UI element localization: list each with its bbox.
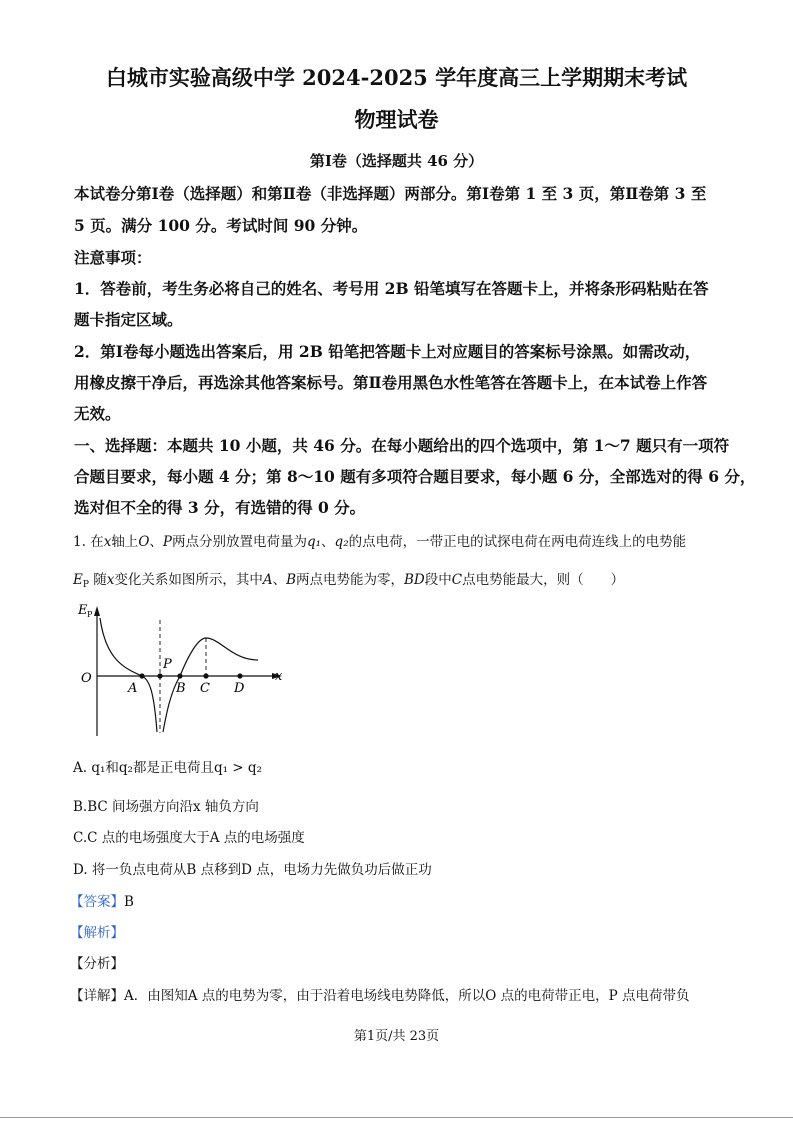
x-axis-label: x — [275, 669, 283, 684]
question-1-line-1: 1. 在x轴上O、P两点分别放置电荷量为q₁、q₂的点电荷，一带正电的试探电荷在两电荷连线上的电势能 — [73, 534, 687, 550]
label-c: C — [200, 681, 210, 696]
page-footer: 第1页/共 23页 — [353, 1029, 440, 1044]
point-a — [139, 673, 144, 678]
analysis-label: 【解析】 — [70, 925, 124, 941]
note-2-line-2: 用橡皮擦干净后，再选涂其他答案标号。第Ⅱ卷用黑色水性笔答在答题卡上，在本试卷上作答 — [74, 373, 708, 392]
fenxi-label: 【分析】 — [70, 956, 124, 972]
bottom-rule — [0, 1117, 793, 1118]
part1-line-2: 合题目要求，每小题 4 分；第 8～10 题有多项符合题目要求，每小题 6 分，全部选对的得 6 分， — [74, 467, 756, 486]
notes-heading: 注意事项： — [74, 248, 152, 267]
part1-line-1: 一、选择题：本题共 10 小题，共 46 分。在每小题给出的四个选项中，第 1～7 题只有一项符 — [74, 436, 730, 455]
answer-value: B — [124, 894, 134, 910]
potential-energy-graph — [70, 598, 290, 743]
y-axis-label: E — [78, 603, 88, 618]
detail-line — [70, 984, 690, 1004]
point-d — [237, 673, 242, 678]
intro-line-1: 本试卷分第Ⅰ卷（选择题）和第Ⅱ卷（非选择题）两部分。第Ⅰ卷第 1 至 3 页，第Ⅱ卷第 3 至 — [74, 184, 707, 203]
note-2-line-1: 2．第Ⅰ卷每小题选出答案后，用 2B 铅笔把答题卡上对应题目的答案标号涂黑。如需改动， — [74, 342, 701, 361]
label-b: B — [176, 681, 186, 696]
option-b: B.BC 间场强方向沿x 轴负方向 — [73, 799, 259, 815]
section-title: 第Ⅰ卷（选择题共 46 分） — [309, 152, 484, 170]
point-c — [203, 673, 208, 678]
y-axis-sub: P — [87, 610, 93, 619]
answer-line — [70, 890, 134, 910]
option-c: C.C 点的电场强度大于A 点的电场强度 — [73, 830, 305, 846]
point-p — [157, 673, 162, 678]
note-1-line-2: 题卡指定区域。 — [74, 310, 183, 329]
curve-left-branch — [100, 618, 157, 732]
note-2-line-3: 无效。 — [74, 404, 121, 423]
label-d: D — [234, 681, 245, 696]
y-axis-arrow — [94, 606, 100, 616]
label-p: P — [163, 657, 172, 672]
option-d: D. 将一负点电荷从B 点移到D 点，电场力先做负功后做正功 — [73, 862, 432, 878]
part1-line-3: 选对但不全的得 3 分，有选错的得 0 分。 — [74, 498, 366, 517]
question-1-line-2: $E_P$ 随x变化关系如图所示，其中A、B两点电势能为零，BD段中C点电势能最大，则（ ） — [73, 572, 625, 590]
label-a: A — [128, 681, 138, 696]
intro-line-2: 5 页。满分 100 分。考试时间 90 分钟。 — [74, 216, 368, 235]
subject-title: 物理试卷 — [354, 107, 439, 132]
detail-label: 【详解】 — [70, 988, 124, 1004]
option-a: A. q₁和q₂都是正电荷且q₁ > q₂ — [73, 760, 262, 776]
label-o: O — [81, 671, 92, 686]
point-b — [177, 673, 182, 678]
exam-title: 白城市实验高级中学 2024-2025 学年度高三上学期期末考试 — [105, 65, 688, 90]
answer-label: 【答案】 — [70, 894, 124, 910]
note-1-line-1: 1．答卷前，考生务必将自己的姓名、考号用 2B 铅笔填写在答题卡上，并将条形码粘贴在答 — [74, 279, 709, 298]
detail-text: A．由图知A 点的电势为零，由于沿着电场线电势降低，所以O 点的电荷带正电，P 点电荷带负 — [124, 988, 690, 1004]
